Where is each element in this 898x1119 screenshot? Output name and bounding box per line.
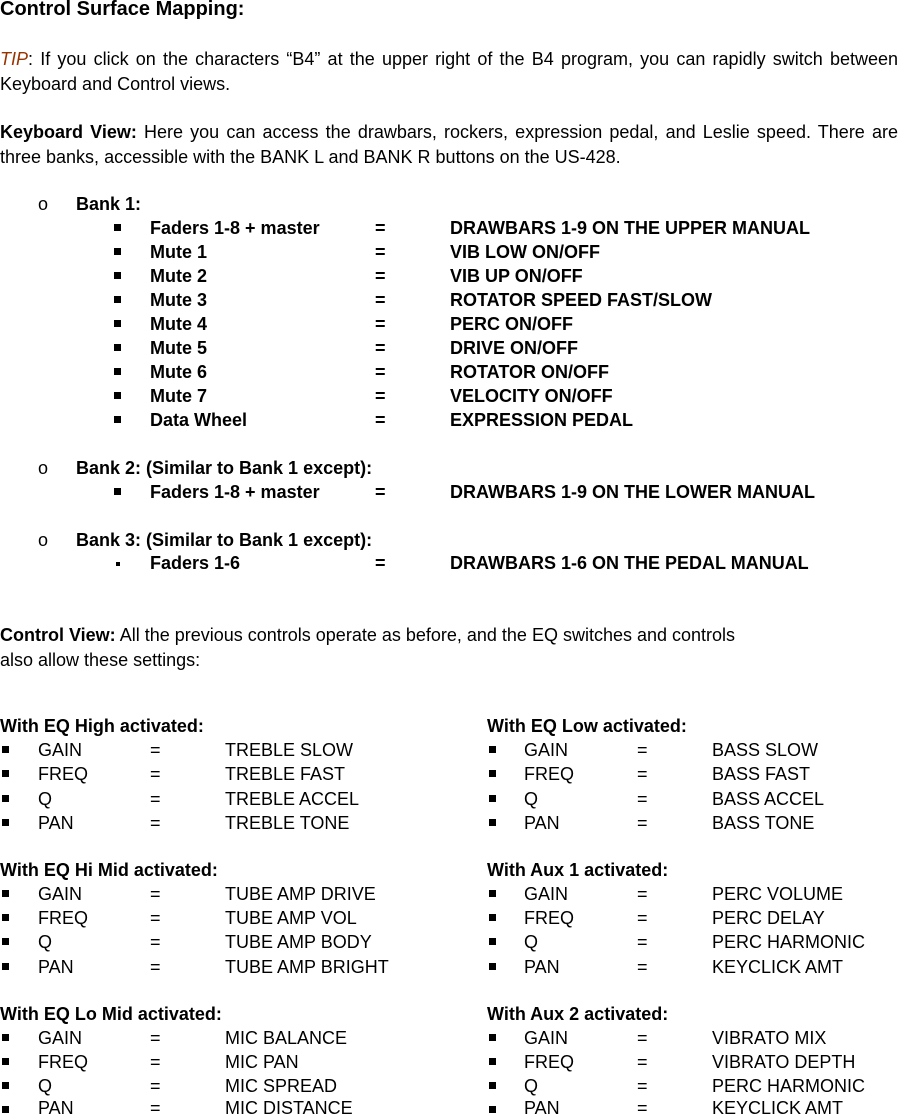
square-bullet-icon (2, 938, 9, 945)
control-name: Mute 7 (150, 386, 208, 406)
equals-sign: = (637, 764, 648, 784)
equals-sign: = (150, 957, 161, 977)
eq-param: PAN (38, 813, 74, 833)
control-name: Faders 1-8 + master (150, 482, 320, 502)
square-bullet-icon (489, 770, 496, 777)
square-bullet-icon (114, 248, 121, 255)
eq-value: TREBLE SLOW (225, 740, 354, 760)
equals-sign: = (150, 932, 161, 952)
eq-param: PAN (38, 957, 74, 977)
equals-sign: = (637, 908, 648, 928)
eq-value: MIC SPREAD (225, 1076, 338, 1096)
equals-sign: = (637, 932, 648, 952)
equals-sign: = (375, 362, 386, 382)
mapping-value: VIB LOW ON/OFF (450, 242, 600, 262)
equals-sign: = (375, 386, 386, 406)
equals-sign: = (375, 482, 386, 502)
square-bullet-icon (2, 1082, 9, 1089)
equals-sign: = (637, 884, 648, 904)
square-bullet-icon (489, 890, 496, 897)
mapping-value: DRAWBARS 1-6 ON THE PEDAL MANUAL (450, 553, 809, 573)
equals-sign: = (637, 740, 648, 760)
eq-param: GAIN (38, 1028, 83, 1048)
bank-title: Bank 1: (76, 194, 142, 214)
eq-value: PERC HARMONIC (712, 1076, 866, 1096)
mapping-value: ROTATOR SPEED FAST/SLOW (450, 290, 713, 310)
equals-sign: = (375, 338, 386, 358)
equals-sign: = (637, 813, 648, 833)
tip-label: TIP (0, 49, 29, 69)
square-bullet-icon (489, 1082, 496, 1089)
eq-param: FREQ (38, 908, 89, 928)
square-bullet-icon (489, 795, 496, 802)
eq-param: Q (38, 789, 53, 809)
control-view-line-1 (0, 625, 735, 646)
equals-sign: = (375, 266, 386, 286)
equals-sign: = (150, 1052, 161, 1072)
square-bullet-icon (2, 1106, 9, 1113)
square-bullet-icon (489, 1034, 496, 1041)
eq-group-title: With Aux 2 activated: (487, 1004, 669, 1024)
eq-param: Q (524, 1076, 539, 1096)
mapping-value: EXPRESSION PEDAL (450, 410, 634, 430)
equals-sign: = (150, 908, 161, 928)
equals-sign: = (150, 764, 161, 784)
control-name: Mute 1 (150, 242, 208, 262)
square-bullet-icon (489, 938, 496, 945)
equals-sign: = (150, 813, 161, 833)
eq-param: GAIN (524, 1028, 569, 1048)
keyboard-view-paragraph (0, 120, 898, 170)
equals-sign: = (375, 553, 386, 573)
page-title: Control Surface Mapping: (0, 0, 245, 20)
equals-sign: = (150, 1028, 161, 1048)
square-bullet-icon (489, 819, 496, 826)
eq-value: PERC VOLUME (712, 884, 844, 904)
eq-value: TREBLE ACCEL (225, 789, 360, 809)
square-bullet-icon (114, 224, 121, 231)
square-bullet-icon (2, 770, 9, 777)
equals-sign: = (150, 884, 161, 904)
eq-param: GAIN (38, 740, 83, 760)
equals-sign: = (375, 410, 386, 430)
eq-value: BASS ACCEL (712, 789, 825, 809)
mapping-value: DRIVE ON/OFF (450, 338, 579, 358)
control-view-line-2: also allow these settings: (0, 650, 201, 670)
square-bullet-icon (2, 963, 9, 970)
control-name: Mute 2 (150, 266, 208, 286)
equals-sign: = (637, 1098, 648, 1118)
mapping-value: DRAWBARS 1-9 ON THE LOWER MANUAL (450, 482, 815, 502)
eq-value: TREBLE FAST (225, 764, 346, 784)
eq-param: Q (524, 932, 539, 952)
square-bullet-icon (2, 746, 9, 753)
control-view-label: Control View: (0, 625, 116, 645)
eq-group-title: With EQ Hi Mid activated: (0, 860, 218, 880)
control-name: Mute 3 (150, 290, 208, 310)
bank-title: Bank 2: (Similar to Bank 1 except): (76, 458, 373, 478)
eq-value: KEYCLICK AMT (712, 957, 844, 977)
control-name: Mute 5 (150, 338, 208, 358)
eq-group-title: With Aux 1 activated: (487, 860, 669, 880)
square-bullet-icon (116, 562, 120, 566)
bank-bullet-icon: o (38, 530, 49, 550)
eq-param: GAIN (38, 884, 83, 904)
mapping-value: PERC ON/OFF (450, 314, 574, 334)
equals-sign: = (150, 1098, 161, 1118)
control-name: Mute 4 (150, 314, 208, 334)
square-bullet-icon (2, 890, 9, 897)
tip-text: : If you click on the characters “B4” at the upper right of the B4 program, you can rapidly switch between Keyboard and Control views. (0, 49, 898, 94)
equals-sign: = (375, 242, 386, 262)
square-bullet-icon (2, 819, 9, 826)
eq-value: PERC HARMONIC (712, 932, 866, 952)
equals-sign: = (637, 1076, 648, 1096)
eq-value: TUBE AMP VOL (225, 908, 357, 928)
square-bullet-icon (489, 1058, 496, 1065)
square-bullet-icon (2, 1034, 9, 1041)
eq-value: BASS FAST (712, 764, 811, 784)
square-bullet-icon (114, 296, 121, 303)
square-bullet-icon (114, 368, 121, 375)
eq-param: GAIN (524, 884, 569, 904)
eq-param: Q (38, 1076, 53, 1096)
mapping-value: VELOCITY ON/OFF (450, 386, 613, 406)
eq-param: PAN (524, 1098, 560, 1118)
eq-value: MIC BALANCE (225, 1028, 348, 1048)
square-bullet-icon (114, 392, 121, 399)
equals-sign: = (375, 290, 386, 310)
eq-value: KEYCLICK AMT (712, 1098, 844, 1118)
mapping-value: ROTATOR ON/OFF (450, 362, 609, 382)
eq-value: TUBE AMP BRIGHT (225, 957, 389, 977)
eq-group-title: With EQ Lo Mid activated: (0, 1004, 222, 1024)
keyboard-view-label: Keyboard View: (0, 122, 137, 142)
eq-param: PAN (38, 1098, 74, 1118)
equals-sign: = (150, 1076, 161, 1096)
equals-sign: = (637, 957, 648, 977)
square-bullet-icon (114, 416, 121, 423)
square-bullet-icon (489, 963, 496, 970)
bank-bullet-icon: o (38, 458, 49, 478)
control-view-text: All the previous controls operate as before, and the EQ switches and controls (115, 625, 736, 645)
control-name: Faders 1-6 (150, 553, 241, 573)
square-bullet-icon (114, 320, 121, 327)
square-bullet-icon (2, 914, 9, 921)
eq-value: MIC DISTANCE (225, 1098, 353, 1118)
eq-group-title: With EQ High activated: (0, 716, 204, 736)
eq-value: TUBE AMP BODY (225, 932, 372, 952)
equals-sign: = (375, 218, 386, 238)
square-bullet-icon (114, 488, 121, 495)
eq-value: VIBRATO DEPTH (712, 1052, 856, 1072)
equals-sign: = (150, 789, 161, 809)
eq-value: PERC DELAY (712, 908, 825, 928)
control-name: Data Wheel (150, 410, 248, 430)
eq-param: FREQ (524, 908, 575, 928)
equals-sign: = (637, 1028, 648, 1048)
equals-sign: = (637, 1052, 648, 1072)
eq-param: Q (38, 932, 53, 952)
eq-value: BASS TONE (712, 813, 815, 833)
bank-bullet-icon: o (38, 194, 49, 214)
eq-param: FREQ (524, 1052, 575, 1072)
eq-value: TUBE AMP DRIVE (225, 884, 376, 904)
eq-param: FREQ (38, 764, 89, 784)
eq-param: FREQ (524, 764, 575, 784)
eq-value: BASS SLOW (712, 740, 819, 760)
equals-sign: = (375, 314, 386, 334)
eq-param: PAN (524, 813, 560, 833)
eq-group-title: With EQ Low activated: (487, 716, 687, 736)
eq-value: TREBLE TONE (225, 813, 350, 833)
control-name: Faders 1-8 + master (150, 218, 320, 238)
mapping-value: DRAWBARS 1-9 ON THE UPPER MANUAL (450, 218, 811, 238)
eq-param: FREQ (38, 1052, 89, 1072)
eq-value: VIBRATO MIX (712, 1028, 827, 1048)
square-bullet-icon (114, 344, 121, 351)
keyboard-view-text: Here you can access the drawbars, rockers, expression pedal, and Leslie speed. There are three banks, accessible with the BANK L and BANK R buttons on the US-428. (0, 122, 898, 167)
control-name: Mute 6 (150, 362, 208, 382)
square-bullet-icon (2, 795, 9, 802)
eq-value: MIC PAN (225, 1052, 299, 1072)
equals-sign: = (637, 789, 648, 809)
tip-paragraph (0, 47, 898, 97)
eq-param: GAIN (524, 740, 569, 760)
equals-sign: = (150, 740, 161, 760)
square-bullet-icon (114, 272, 121, 279)
square-bullet-icon (489, 1106, 496, 1113)
square-bullet-icon (489, 914, 496, 921)
eq-param: PAN (524, 957, 560, 977)
bank-title: Bank 3: (Similar to Bank 1 except): (76, 530, 373, 550)
eq-param: Q (524, 789, 539, 809)
square-bullet-icon (2, 1058, 9, 1065)
mapping-value: VIB UP ON/OFF (450, 266, 583, 286)
square-bullet-icon (489, 746, 496, 753)
